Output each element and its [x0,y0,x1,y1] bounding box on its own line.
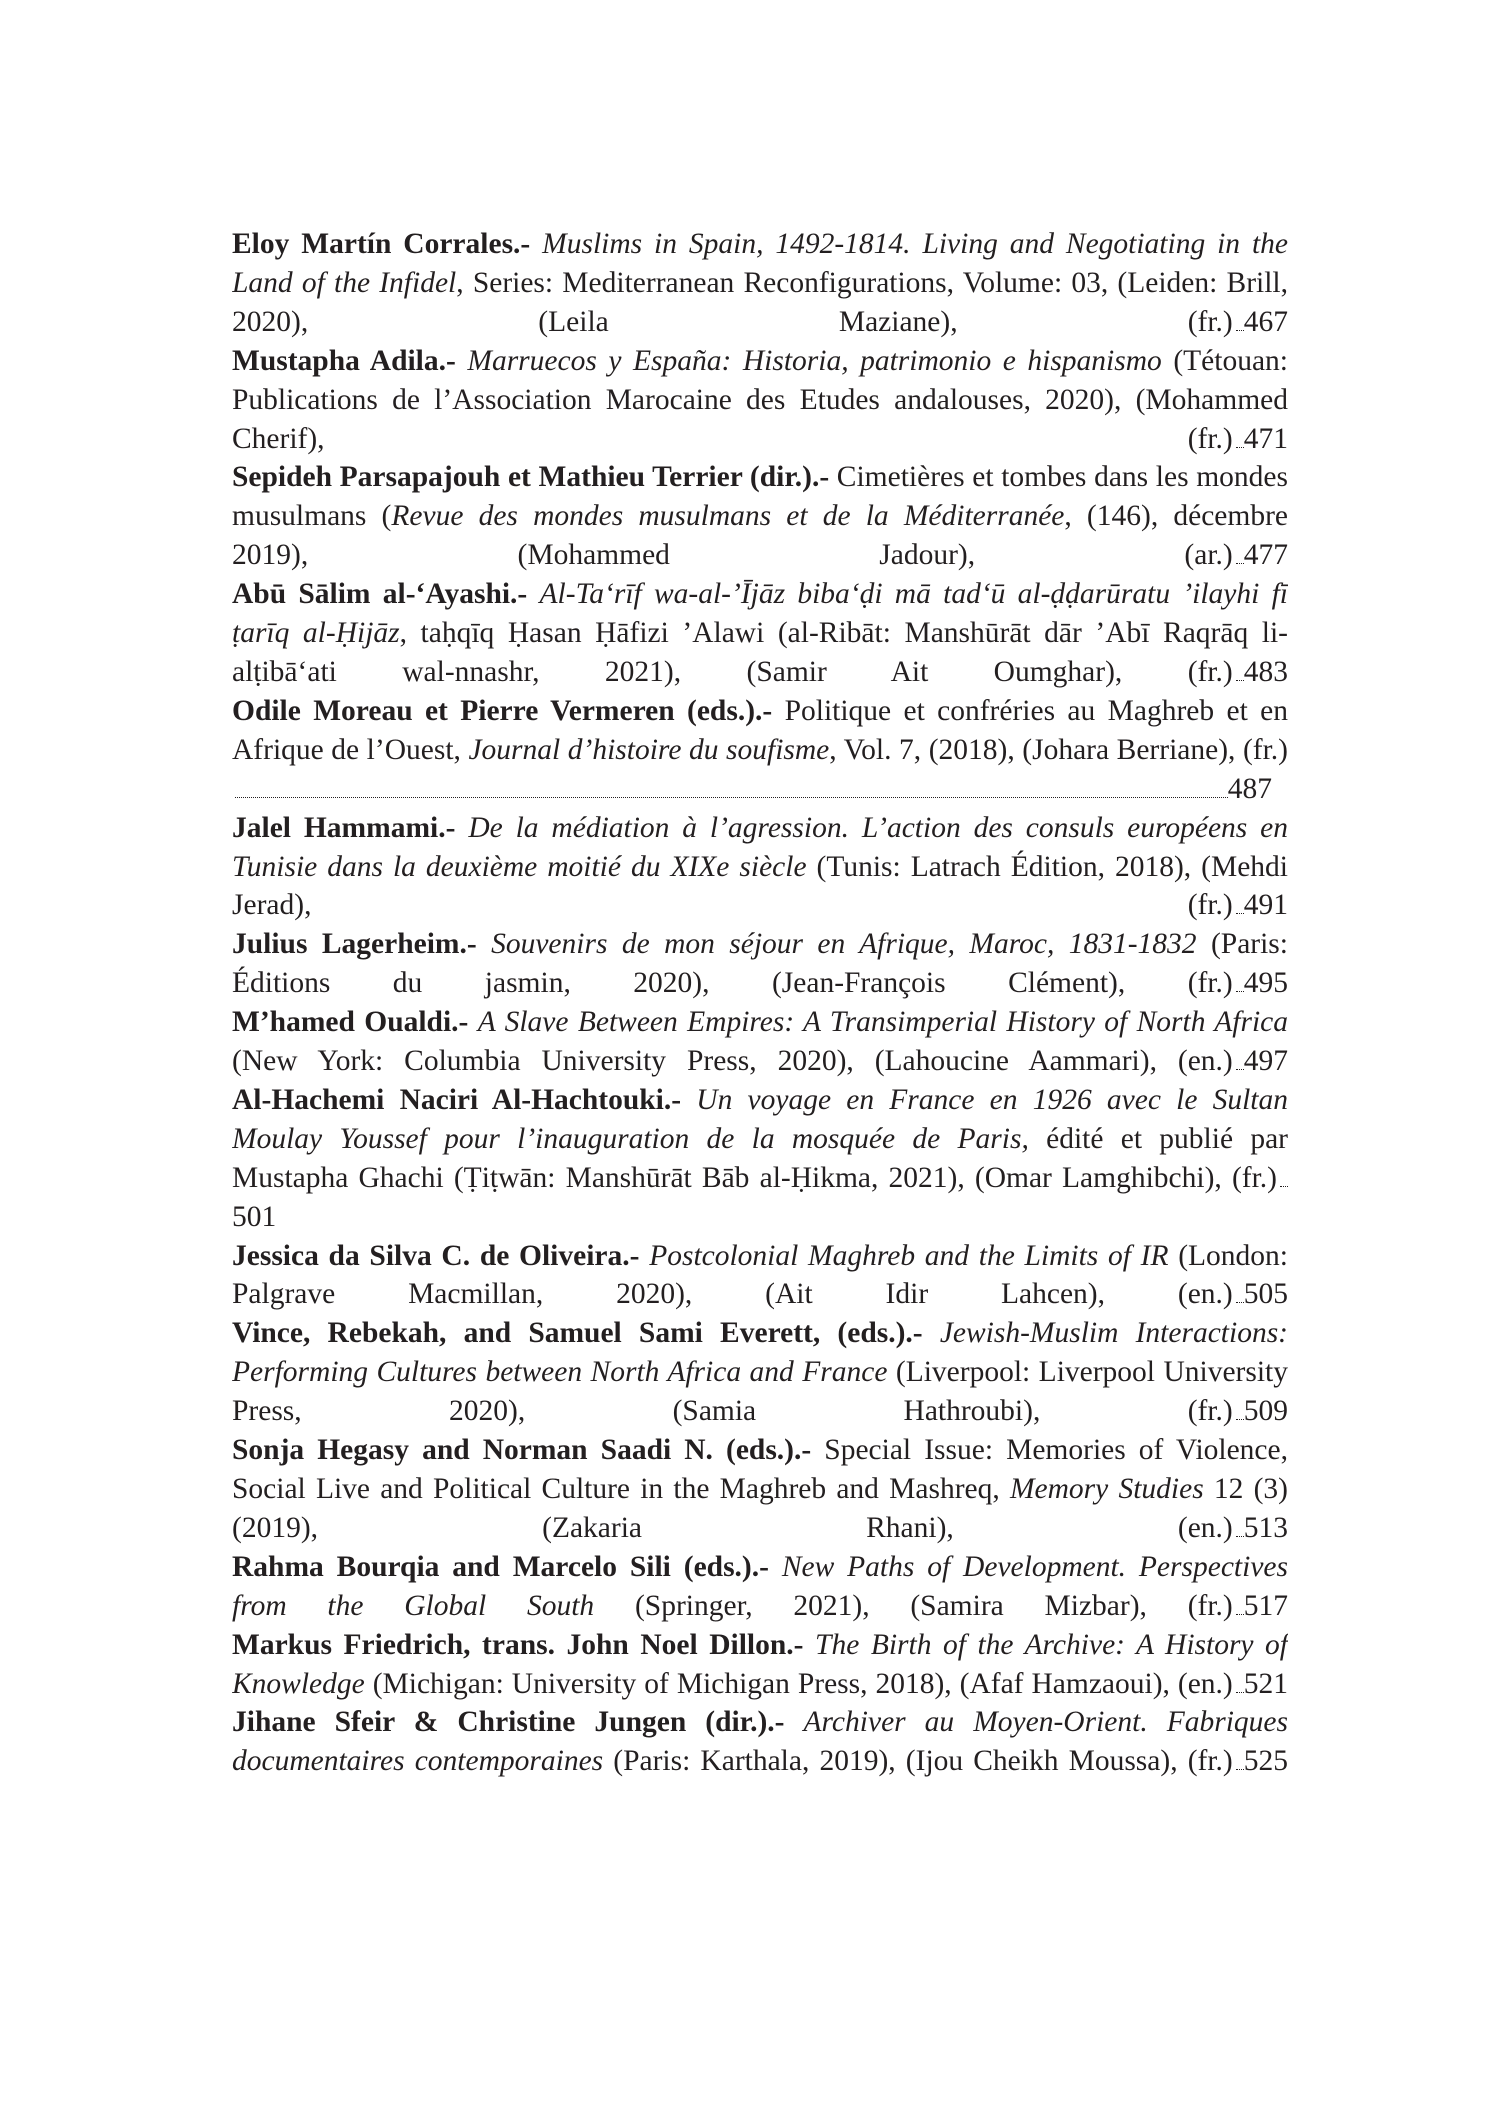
page-number: 471 [1243,422,1288,455]
dot-leader [1236,1300,1244,1303]
page-number: 517 [1243,1589,1288,1622]
dot-leader [1236,1067,1244,1070]
entry-description: (London: Palgrave Macmillan, 2020), (Ait Idir Lahcen), (en.) [232,1239,1288,1311]
entry-author: Julius Lagerheim.- [232,928,477,961]
entry-title: Marruecos y España: Historia, patrimonio e hispanismo [467,344,1162,377]
entry-title: Archiver au Moyen-Orient. Fabriques documentaires contemporaines [232,1706,1288,1778]
entry-title: Journal d’histoire du soufisme [468,733,830,766]
entry-description: , taḥqīq Ḥasan Ḥāfizi ’Alawi (al-Ribāt: Manshūrāt dār ’Abī Raqrāq li-alṭibā‘ati wal-nnashr, 2021), (Samir Ait Oumghar), (fr.) [232,617,1288,688]
toc-entry [232,1237,1288,1315]
entry-author: M’hamed Oualdi.- [232,1006,469,1039]
entry-title: Revue des mondes musulmans et de la Méditerranée [391,500,1065,533]
entry-description: (Michigan: University of Michigan Press, 2018), (Afaf Hamzaoui), (en.) [364,1667,1233,1700]
entry-author: Jihane Sfeir & Christine Jungen (dir.).- [232,1706,785,1739]
entry-title: Memory Studies [1009,1473,1204,1505]
entry-author: Markus Friedrich, trans. John Noel Dillon.- [232,1628,804,1661]
toc-entry [232,1548,1288,1626]
entry-author: Vince, Rebekah, and Samuel Sami Everett, (eds.).- [232,1317,923,1350]
entry-description: Special Issue: Memories of Violence, Social Live and Political Culture in the Maghreb and Mashreq, [232,1434,1288,1505]
entry-title: New Paths of Development. Perspectives from the Global South [232,1550,1288,1622]
toc-entry [232,458,1288,575]
entry-author: Mustapha Adila.- [232,344,456,377]
table-of-contents [232,225,1288,1781]
entry-title: Al-Ta‘rīf wa-al-’Ījāz biba‘ḍi mā tad‘ū al-ḍḍarūratu ’ilayhi fī ṭarīq al-Ḥijāz [232,578,1288,650]
dot-leader [1236,1690,1244,1693]
page-number: 477 [1243,539,1288,572]
page-number: 497 [1243,1045,1288,1078]
entry-title: Jewish-Muslim Interactions: Performing Cultures between North Africa and France [232,1317,1288,1389]
toc-entry [232,575,1288,692]
entry-title: The Birth of the Archive: A History of Knowledge [232,1628,1288,1700]
entry-title: De la médiation à l’agression. L’action des consuls européens en Tunisie dans la deuxième moitié du XIXe siècle [232,811,1288,883]
entry-description: , (146), décembre 2019), (Mohammed Jadour), (ar.) [232,500,1288,572]
page-number: 495 [1243,967,1288,1000]
dot-leader [1236,1417,1244,1420]
entry-title: Postcolonial Maghreb and the Limits of IR [649,1239,1169,1272]
entry-description: 12 (3) (2019), (Zakaria Rhani), (en.) [232,1473,1288,1544]
dot-leader [1280,1184,1288,1187]
entry-author: Jalel Hammami.- [232,811,456,844]
entry-description: (Tétouan: Publications de l’Association Marocaine des Etudes andalouses, 2020), (Mohammed Cherif), (fr.) [232,344,1288,455]
dot-leader [1236,1767,1244,1770]
entry-author: Sonja Hegasy and Norman Saadi N. (eds.).- [232,1434,812,1467]
toc-entry [232,1626,1288,1704]
page-number: 509 [1243,1395,1288,1428]
dot-leader [1236,678,1244,681]
entry-description: , Vol. 7, (2018), (Johara Berriane), (fr.) [829,733,1288,766]
dot-leader [1236,561,1244,564]
entry-description: (Springer, 2021), (Samira Mizbar), (fr.) [594,1589,1233,1622]
page-number: 491 [1243,889,1288,922]
entry-description: (New York: Columbia University Press, 2020), (Lahoucine Aammari), (en.) [232,1045,1233,1078]
dot-leader [1236,1534,1244,1537]
toc-entry [232,1703,1288,1781]
entry-description: Cimetières et tombes dans les mondes musulmans ( [232,461,1288,533]
entry-title: A Slave Between Empires: A Transimperial History of North Africa [477,1006,1288,1039]
entry-author: Odile Moreau et Pierre Vermeren (eds.).- [232,694,773,727]
page-number: 521 [1243,1667,1288,1700]
toc-entry [232,1431,1288,1548]
toc-entry [232,342,1288,459]
entry-description: Politique et confréries au Maghreb et en Afrique de l’Ouest, [232,694,1288,766]
entry-title: Un voyage en France en 1926 avec le Sultan Moulay Youssef pour l’inauguration de la mosquée de Paris, [232,1083,1288,1155]
dot-leader [1236,911,1244,914]
toc-entry [232,925,1288,1003]
toc-entry [232,225,1288,342]
entry-author: Rahma Bourqia and Marcelo Sili (eds.).- [232,1550,769,1583]
dot-leader [1236,328,1244,331]
toc-entry [232,1003,1288,1081]
entry-description: , Series: Mediterranean Reconfigurations, Volume: 03, (Leiden: Brill, 2020), (Leila Maziane), (fr.) [232,266,1288,338]
entry-author: Sepideh Parsapajouh et Mathieu Terrier (dir.).- [232,461,830,494]
page-number: 467 [1243,305,1288,338]
page-number: 513 [1243,1511,1288,1544]
toc-entry [232,692,1288,809]
page-number: 525 [1243,1745,1288,1778]
entry-description: (Paris: Karthala, 2019), (Ijou Cheikh Moussa), (fr.) [603,1745,1233,1778]
entry-author: Al-Hachemi Naciri Al-Hachtouki.- [232,1083,682,1116]
page-number: 487 [1227,772,1272,805]
dot-leader [1236,1612,1244,1615]
entry-description: édité et publié par Mustapha Ghachi (Ṭiṭwān: Manshūrāt Bāb al-Ḥikma, 2021), (Omar Lamghibchi), (fr.) [232,1122,1288,1194]
entry-title: Muslims in Spain, 1492-1814. Living and Negotiating in the Land of the Infidel [232,228,1288,299]
dot-leader [1236,445,1244,448]
page-number: 505 [1243,1278,1288,1311]
entry-description: (Liverpool: Liverpool University Press, 2020), (Samia Hathroubi), (fr.) [232,1356,1288,1428]
page-number: 483 [1243,655,1288,688]
toc-entry [232,809,1288,926]
dot-leader [235,795,1228,798]
toc-entry [232,1314,1288,1431]
entry-author: Jessica da Silva C. de Oliveira.- [232,1239,640,1272]
dot-leader [1236,989,1244,992]
entry-description: (Paris: Éditions du jasmin, 2020), (Jean-François Clément), (fr.) [232,928,1288,1000]
entry-title: Souvenirs de mon séjour en Afrique, Maroc, 1831-1832 [491,928,1197,961]
toc-entry [232,1081,1288,1237]
entry-author: Abū Sālim al-‘Ayashi.- [232,578,528,611]
page-number: 501 [232,1200,277,1233]
entry-author: Eloy Martín Corrales.- [232,228,531,260]
entry-description: (Tunis: Latrach Édition, 2018), (Mehdi Jerad), (fr.) [232,850,1288,922]
